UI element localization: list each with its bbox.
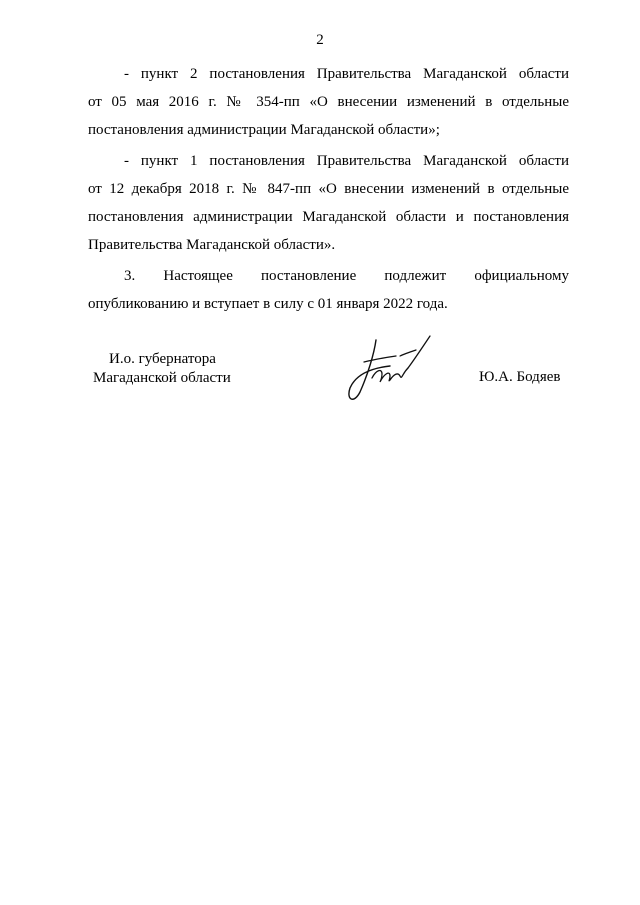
- paragraph-line: Правительства Магаданской области».: [88, 237, 336, 253]
- paragraph-line: - пункт 2 постановления Правительства Магаданской области: [124, 66, 569, 82]
- paragraph-line: от 12 декабря 2018 г. № 847-пп «О внесении изменений в отдельные: [88, 181, 569, 197]
- paragraph-line: постановления администрации Магаданской области»;: [88, 122, 440, 138]
- paragraph-line: - пункт 1 постановления Правительства Магаданской области: [124, 153, 569, 169]
- paragraph-line: от 05 мая 2016 г. № 354-пп «О внесении изменений в отдельные: [88, 94, 569, 110]
- handwritten-signature: [338, 334, 438, 406]
- signature-block: [0, 348, 640, 418]
- document-body: [88, 60, 569, 321]
- paragraph-line: опубликованию и вступает в силу с 01 января 2022 года.: [88, 296, 448, 312]
- signatory-title-line-1: И.о. губернатора: [109, 351, 216, 367]
- signatory-name: Ю.А. Бодяев: [479, 369, 561, 385]
- paragraph-3: [88, 262, 569, 318]
- paragraph-line: постановления администрации Магаданской области и постановления: [88, 209, 569, 225]
- paragraph-1: [88, 60, 569, 144]
- page-number: 2: [316, 32, 324, 48]
- signatory-title-line-2: Магаданской области: [93, 370, 231, 386]
- paragraph-2: [88, 147, 569, 259]
- paragraph-line: 3. Настоящее постановление подлежит официальному: [124, 268, 569, 284]
